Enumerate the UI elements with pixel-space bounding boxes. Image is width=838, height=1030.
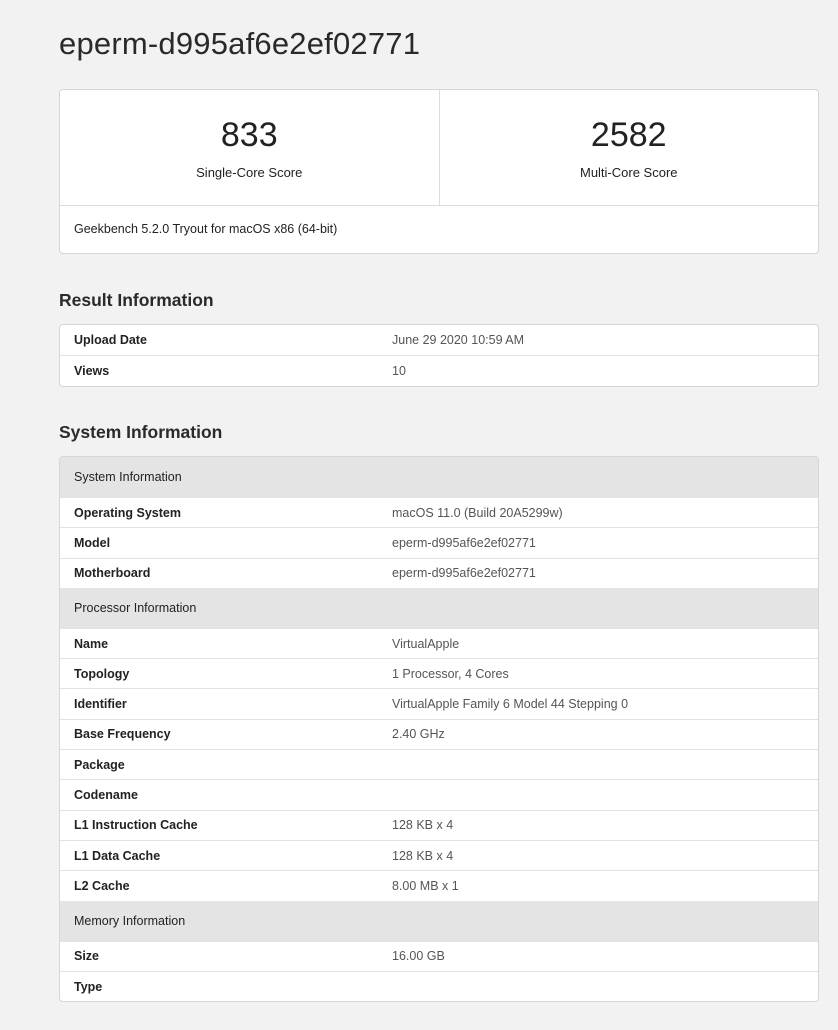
memory-type-label: Type [74,979,103,994]
operating-system-label: Operating System [74,505,181,520]
table-row [60,658,818,688]
upload-date-value: June 29 2020 10:59 AM [392,333,525,348]
score-card [59,89,819,254]
memory-size-value: 16.00 GB [392,949,445,964]
table-row [60,749,818,779]
identifier-value: VirtualApple Family 6 Model 44 Stepping 0 [392,697,629,712]
views-label: Views [74,363,110,378]
group-header-system: System Information [60,457,818,497]
l1-data-cache-label: L1 Data Cache [74,848,161,863]
table-row [60,355,818,385]
identifier-label: Identifier [74,697,127,712]
l2-cache-value: 8.00 MB x 1 [392,878,459,893]
motherboard-label: Motherboard [74,566,151,581]
l1-data-cache-value: 128 KB x 4 [392,848,454,863]
result-information-heading: Result Information [59,290,214,310]
benchmark-version: Geekbench 5.2.0 Tryout for macOS x86 (64-bit) [74,222,338,236]
system-information-heading: System Information [59,422,223,442]
table-row [60,870,818,900]
l1-instruction-cache-value: 128 KB x 4 [392,818,454,833]
l2-cache-label: L2 Cache [74,878,130,893]
memory-size-label: Size [74,949,100,964]
package-label: Package [74,757,125,772]
multi-core-score-label: Multi-Core Score [579,165,678,180]
table-row [60,719,818,749]
multi-core-score-cell [439,90,819,205]
page-title: eperm-d995af6e2ef02771 [59,26,421,61]
table-row [60,810,818,840]
model-value: eperm-d995af6e2ef02771 [392,535,536,550]
base-frequency-value: 2.40 GHz [392,727,445,742]
table-row [60,325,818,355]
system-information-table [59,456,819,1002]
processor-name-label: Name [74,636,109,651]
table-row [60,941,818,971]
topology-value: 1 Processor, 4 Cores [392,666,509,681]
operating-system-value: macOS 11.0 (Build 20A5299w) [392,505,563,520]
table-row [60,558,818,588]
upload-date-label: Upload Date [74,333,147,348]
codename-label: Codename [74,788,138,803]
model-label: Model [74,535,111,550]
l1-instruction-cache-label: L1 Instruction Cache [74,818,198,833]
processor-name-value: VirtualApple [392,636,460,651]
table-row [60,840,818,870]
base-frequency-label: Base Frequency [74,727,171,742]
table-row [60,971,818,1001]
table-row [60,527,818,557]
table-row [60,497,818,527]
result-information-table [59,324,819,387]
group-header-memory: Memory Information [60,901,818,941]
single-core-score-value: 833 [220,116,278,154]
table-row [60,628,818,658]
group-header-processor: Processor Information [60,588,818,628]
single-core-score-label: Single-Core Score [196,165,303,180]
table-row [60,779,818,809]
table-row [60,688,818,718]
topology-label: Topology [74,666,130,681]
single-core-score-cell [60,90,439,205]
motherboard-value: eperm-d995af6e2ef02771 [392,566,536,581]
multi-core-score-value: 2582 [590,116,667,154]
views-value: 10 [392,363,406,378]
score-row [60,90,818,206]
